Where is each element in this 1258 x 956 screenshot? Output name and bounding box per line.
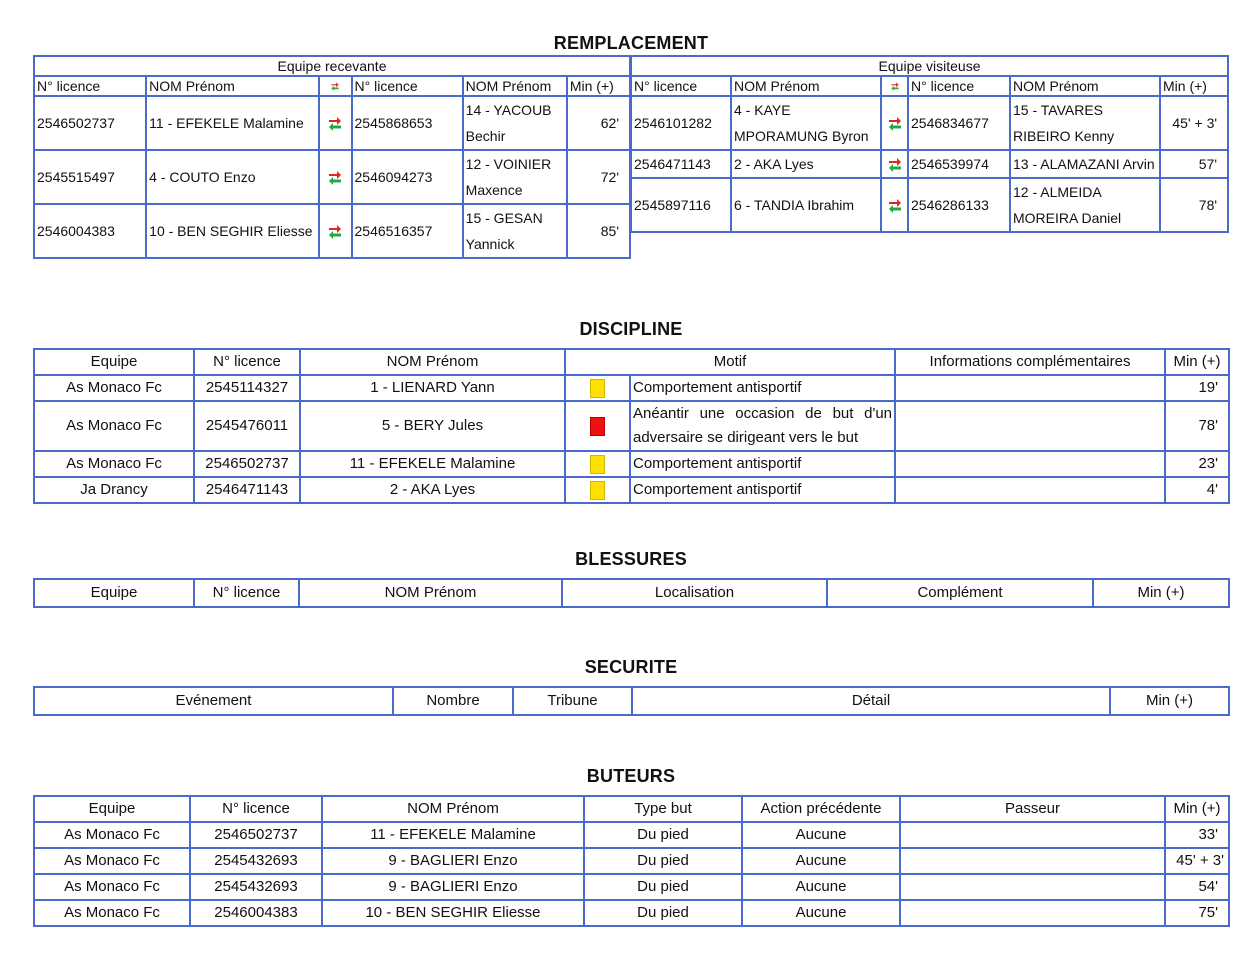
table-row: [34, 822, 1229, 848]
licence-in: 2546834677: [908, 96, 1010, 150]
previous-action: Aucune: [742, 822, 900, 848]
info: [895, 477, 1165, 503]
table-row: [34, 874, 1229, 900]
table-row: [34, 204, 630, 258]
team: As Monaco Fc: [34, 848, 190, 874]
header-name-out: NOM Prénom: [146, 76, 319, 96]
licence: 2545432693: [190, 848, 322, 874]
header-equipe: Equipe: [34, 349, 194, 375]
away-substitutions-table: [630, 55, 1229, 233]
licence: 2546004383: [190, 900, 322, 926]
player-name: 1 - LIENARD Yann: [300, 375, 565, 401]
table-row: [631, 150, 1228, 178]
securite-title: SECURITE: [584, 657, 678, 677]
discipline-title: DISCIPLINE: [579, 319, 683, 339]
name-in: 15 - TAVARES RIBEIRO Kenny: [1010, 96, 1160, 150]
player-name: 9 - BAGLIERI Enzo: [322, 848, 584, 874]
licence-in: 2546286133: [908, 178, 1010, 232]
minute: 23': [1165, 451, 1229, 477]
header-licence-in: N° licence: [352, 76, 463, 96]
minute: 4': [1165, 477, 1229, 503]
licence-in: 2546516357: [352, 204, 463, 258]
team: As Monaco Fc: [34, 375, 194, 401]
header-type: Type but: [584, 796, 742, 822]
name-out: 10 - BEN SEGHIR Eliesse: [146, 204, 319, 258]
header-min: Min (+): [1165, 796, 1229, 822]
minute: 45' + 3': [1165, 848, 1229, 874]
licence-in: 2546539974: [908, 150, 1010, 178]
swap-arrows-icon: [888, 155, 902, 173]
minute: 62': [567, 96, 630, 150]
swap-arrows-icon: [328, 168, 342, 186]
passeur: [900, 848, 1165, 874]
buteurs-table: [33, 795, 1230, 927]
licence-in: 2545868653: [352, 96, 463, 150]
swap-arrows-svg: [888, 196, 902, 214]
header-equipe: Equipe: [34, 579, 194, 607]
header-motif: Motif: [565, 349, 895, 375]
yellow-card-icon: [590, 481, 605, 500]
header-licence: N° licence: [194, 349, 300, 375]
licence-out: 2546004383: [34, 204, 146, 258]
team: Ja Drancy: [34, 477, 194, 503]
player-name: 9 - BAGLIERI Enzo: [322, 874, 584, 900]
swap-arrows-svg: [888, 114, 902, 132]
header-passeur: Passeur: [900, 796, 1165, 822]
goal-type: Du pied: [584, 822, 742, 848]
header-detail: Détail: [632, 687, 1110, 715]
motif: Comportement antisportif: [630, 375, 895, 401]
passeur: [900, 874, 1165, 900]
team: As Monaco Fc: [34, 822, 190, 848]
licence-out: 2545897116: [631, 178, 731, 232]
swap-arrows-icon: [331, 81, 339, 92]
info: [895, 451, 1165, 477]
name-out: 6 - TANDIA Ibrahim: [731, 178, 881, 232]
previous-action: Aucune: [742, 874, 900, 900]
header-name-out: NOM Prénom: [731, 76, 881, 96]
previous-action: Aucune: [742, 848, 900, 874]
header-equipe: Equipe: [34, 796, 190, 822]
header-nombre: Nombre: [393, 687, 513, 715]
discipline-table: [33, 348, 1230, 504]
swap-arrows-svg: [328, 114, 342, 132]
header-swap-icon: [881, 76, 908, 96]
previous-action: Aucune: [742, 900, 900, 926]
licence: 2545114327: [194, 375, 300, 401]
team: As Monaco Fc: [34, 900, 190, 926]
minute: 75': [1165, 900, 1229, 926]
header-name-in: NOM Prénom: [1010, 76, 1160, 96]
header-licence-in: N° licence: [908, 76, 1010, 96]
player-name: 10 - BEN SEGHIR Eliesse: [322, 900, 584, 926]
name-out: 4 - KAYE MPORAMUNG Byron: [731, 96, 881, 150]
passeur: [900, 900, 1165, 926]
licence: 2546502737: [194, 451, 300, 477]
minute: 85': [567, 204, 630, 258]
header-licence-out: N° licence: [631, 76, 731, 96]
team: As Monaco Fc: [34, 401, 194, 451]
name-out: 2 - AKA Lyes: [731, 150, 881, 178]
buteurs-title: BUTEURS: [586, 766, 676, 786]
blessures-title: BLESSURES: [575, 549, 687, 569]
name-in: 13 - ALAMAZANI Arvin: [1010, 150, 1160, 178]
table-row: [631, 96, 1228, 150]
blessures-table: [33, 578, 1230, 608]
licence: 2545476011: [194, 401, 300, 451]
home-team-title: Equipe recevante: [34, 56, 630, 76]
table-row: [34, 375, 1229, 401]
name-in: 12 - ALMEIDA MOREIRA Daniel: [1010, 178, 1160, 232]
header-info: Informations complémentaires: [895, 349, 1165, 375]
motif: Comportement antisportif: [630, 477, 895, 503]
swap-arrows-icon: [328, 222, 342, 240]
team: As Monaco Fc: [34, 874, 190, 900]
swap-arrows-svg: [328, 168, 342, 186]
info: [895, 375, 1165, 401]
info: [895, 401, 1165, 451]
table-row: [34, 900, 1229, 926]
goal-type: Du pied: [584, 848, 742, 874]
table-row: [34, 451, 1229, 477]
away-team-title: Equipe visiteuse: [631, 56, 1228, 76]
header-complement: Complément: [827, 579, 1093, 607]
minute: 54': [1165, 874, 1229, 900]
licence-out: 2546502737: [34, 96, 146, 150]
swap-arrows-svg: [890, 81, 898, 92]
motif: Comportement antisportif: [630, 451, 895, 477]
licence: 2546502737: [190, 822, 322, 848]
header-name: NOM Prénom: [299, 579, 562, 607]
header-localisation: Localisation: [562, 579, 827, 607]
minute: 33': [1165, 822, 1229, 848]
table-row: [631, 178, 1228, 232]
header-min: Min (+): [1110, 687, 1229, 715]
header-min: Min (+): [1093, 579, 1229, 607]
red-card-icon: [590, 417, 605, 436]
goal-type: Du pied: [584, 900, 742, 926]
player-name: 2 - AKA Lyes: [300, 477, 565, 503]
swap-arrows-icon: [890, 81, 898, 92]
minute: 45' + 3': [1160, 96, 1228, 150]
name-in: 12 - VOINIER Maxence: [463, 150, 567, 204]
licence: 2546471143: [194, 477, 300, 503]
minute: 78': [1165, 401, 1229, 451]
securite-table: [33, 686, 1230, 716]
player-name: 11 - EFEKELE Malamine: [322, 822, 584, 848]
header-swap-icon: [319, 76, 351, 96]
swap-arrows-icon: [888, 114, 902, 132]
licence-out: 2546471143: [631, 150, 731, 178]
header-min: Min (+): [567, 76, 630, 96]
header-name: NOM Prénom: [300, 349, 565, 375]
table-row: [34, 477, 1229, 503]
header-licence: N° licence: [194, 579, 299, 607]
minute: 19': [1165, 375, 1229, 401]
name-out: 4 - COUTO Enzo: [146, 150, 319, 204]
minute: 78': [1160, 178, 1228, 232]
minute: 72': [567, 150, 630, 204]
table-row: [34, 150, 630, 204]
header-min: Min (+): [1160, 76, 1228, 96]
name-in: 14 - YACOUB Bechir: [463, 96, 567, 150]
licence-in: 2546094273: [352, 150, 463, 204]
motif: Anéantir une occasion de but d'un adversaire se dirigeant vers le but: [630, 401, 895, 451]
name-out: 11 - EFEKELE Malamine: [146, 96, 319, 150]
yellow-card-icon: [590, 455, 605, 474]
player-name: 5 - BERY Jules: [300, 401, 565, 451]
home-substitutions-table: [33, 55, 631, 259]
passeur: [900, 822, 1165, 848]
yellow-card-icon: [590, 379, 605, 398]
licence-out: 2545515497: [34, 150, 146, 204]
remplacement-title: REMPLACEMENT: [553, 33, 709, 53]
table-row: [34, 401, 1229, 451]
goal-type: Du pied: [584, 874, 742, 900]
table-row: [34, 848, 1229, 874]
swap-arrows-icon: [328, 114, 342, 132]
name-in: 15 - GESAN Yannick: [463, 204, 567, 258]
swap-arrows-svg: [888, 155, 902, 173]
header-name-in: NOM Prénom: [463, 76, 567, 96]
table-row: [34, 96, 630, 150]
header-licence-out: N° licence: [34, 76, 146, 96]
team: As Monaco Fc: [34, 451, 194, 477]
player-name: 11 - EFEKELE Malamine: [300, 451, 565, 477]
header-action: Action précédente: [742, 796, 900, 822]
swap-arrows-svg: [328, 222, 342, 240]
swap-arrows-icon: [888, 196, 902, 214]
header-evenement: Evénement: [34, 687, 393, 715]
licence: 2545432693: [190, 874, 322, 900]
swap-arrows-svg: [331, 81, 339, 92]
header-tribune: Tribune: [513, 687, 632, 715]
minute: 57': [1160, 150, 1228, 178]
header-name: NOM Prénom: [322, 796, 584, 822]
licence-out: 2546101282: [631, 96, 731, 150]
header-min: Min (+): [1165, 349, 1229, 375]
header-licence: N° licence: [190, 796, 322, 822]
